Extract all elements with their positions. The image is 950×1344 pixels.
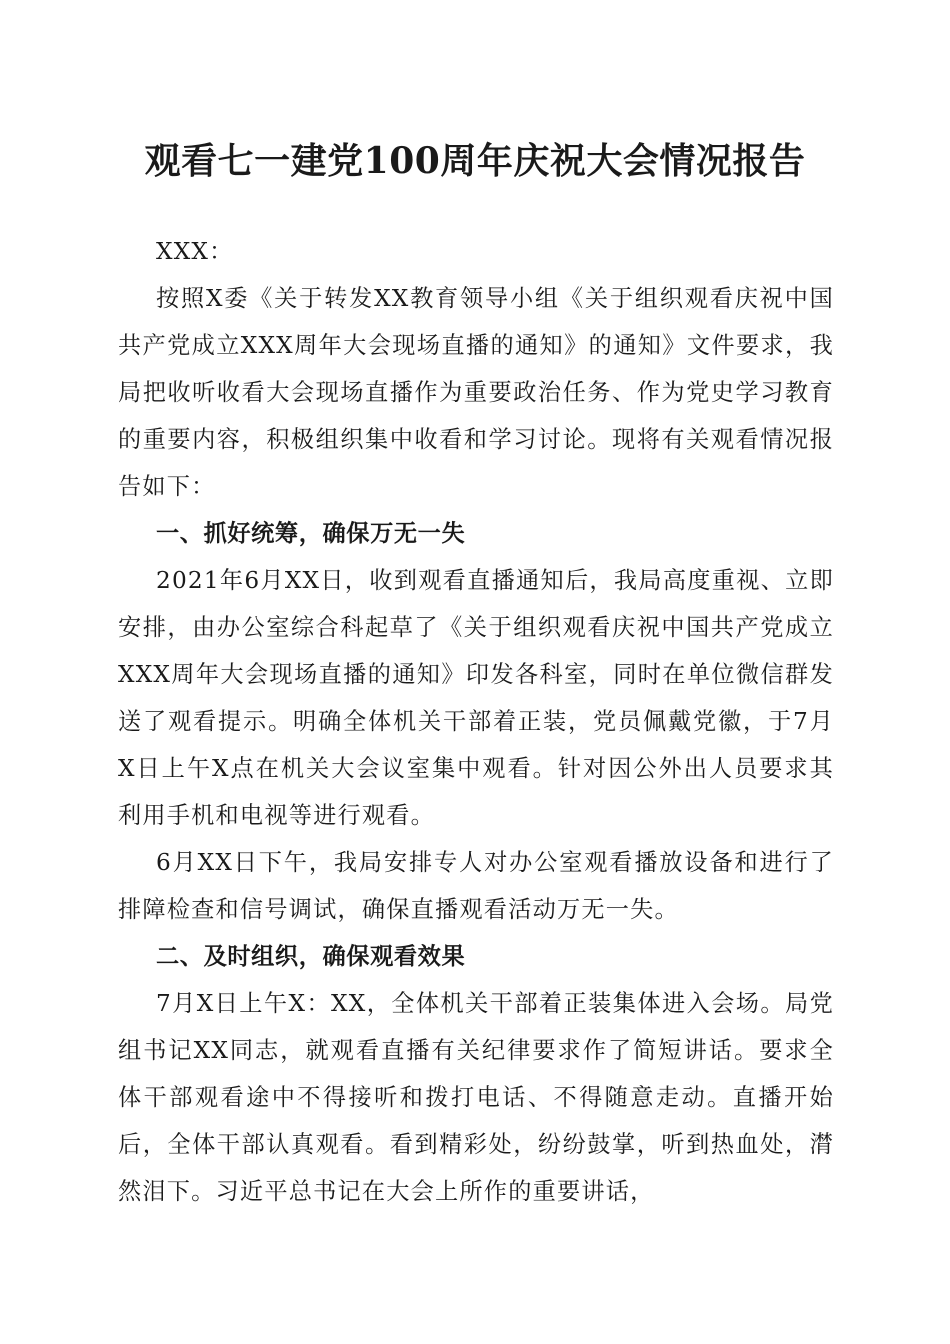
section-1-paragraph-2: 6月XX日下午，我局安排专人对办公室观看播放设备和进行了排障检查和信号调试，确保直播观看活动万无一失。 xyxy=(118,849,834,923)
section-heading-2: 二、及时组织，确保观看效果 xyxy=(156,943,466,970)
section-heading-1: 一、抓好统筹，确保万无一失 xyxy=(156,520,466,547)
salutation: XXX： xyxy=(156,238,234,265)
section-2-paragraph-1: 7月X日上午X：XX，全体机关干部着正装集体进入会场。局党组书记XX同志，就观看直播有关纪律要求作了简短讲话。要求全体干部观看途中不得接听和拨打电话、不得随意走动。直播开始后，全体干部认真观看。看到精彩处，纷纷鼓掌，听到热血处，潸然泪下。习近平总书记在大会上所作的重要讲话， xyxy=(118,990,834,1205)
document-title: 观看七一建党100周年庆祝大会情况报告 xyxy=(144,140,806,182)
section-1-paragraph-1: 2021年6月XX日，收到观看直播通知后，我局高度重视、立即安排，由办公室综合科起草了《关于组织观看庆祝中国共产党成立XXX周年大会现场直播的通知》印发各科室，同时在单位微信群发送了观看提示。明确全体机关干部着正装，党员佩戴党徽，于7月X日上午X点在机关大会议室集中观看。针对因公外出人员要求其利用手机和电视等进行观看。 xyxy=(118,567,834,829)
intro-paragraph: 按照X委《关于转发XX教育领导小组《关于组织观看庆祝中国共产党成立XXX周年大会现场直播的通知》的通知》文件要求，我局把收听收看大会现场直播作为重要政治任务、作为党史学习教育的重要内容，积极组织集中收看和学习讨论。现将有关观看情况报告如下： xyxy=(118,285,834,500)
document-body xyxy=(118,228,834,1215)
